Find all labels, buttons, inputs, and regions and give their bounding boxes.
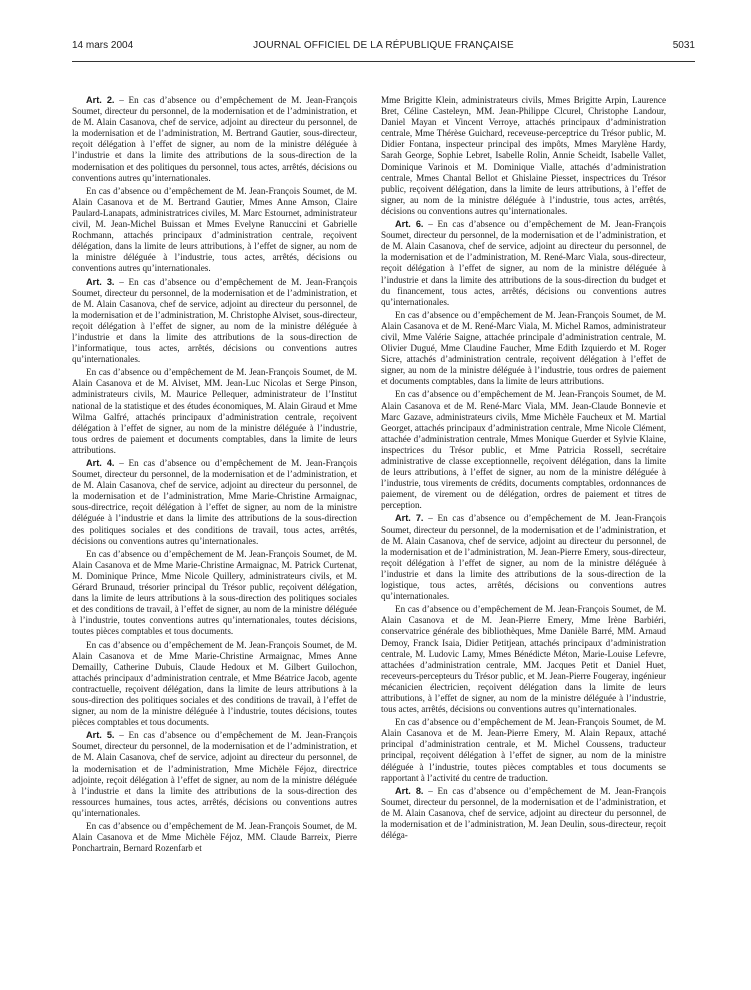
- article-paragraph: [381, 786, 666, 841]
- paragraph: [381, 604, 666, 715]
- paragraph: [72, 821, 357, 854]
- paragraph-text: En cas d’absence ou d’empêchement de M. Jean-François Soumet, de M. Alain Casanova et de Mme Marie-Christine Armaignac, Mmes Anne Demailly, Catherine Dubuis, Claude Hedoux et M. Gilbert Guilochon, attachés principaux d’administration centrale, et Mme Béatrice Jacob, agente contractuelle, reçoivent délégation, dans la limite de leurs attributions à la sous-direction des politiques sociales et des conditions de travail, à l’effet de signer, au nom de la ministre déléguée à l’industrie, toutes décisions, toutes pièces comptables et tous documents.: [72, 639, 357, 728]
- paragraph-text: Mme Brigitte Klein, administrateurs civils, Mmes Brigitte Arpin, Laurence Bret, Céline Casteleyn, MM. Jean-Philippe Clcurel, Christophe Landour, Daniel Mayan et Vincent Verroye, attachés principaux d’administration centrale, Mme Thérèse Guichard, receveuse-perceptrice du Trésor public, M. Didier Fontana, inspecteur principal des impôts, Mmes Marylène Hardy, Sarah George, Sophie Lebret, Isabelle Rolin, Annie Scheidt, Isabelle Vallet, Dominique Varinois et M. Dominique Vialle, attachés d’administration centrale, Mmes Chantal Bellot et Ghislaine Piesset, inspectrices du Trésor public, reçoivent délégation, dans la limite de leurs attributions, à l’effet de signer, au nom de la ministre déléguée à l’industrie, tous actes, arrêtés, décisions ou conventions autres qu’internationales.: [381, 95, 666, 216]
- header-rule: [72, 61, 695, 62]
- paragraph: [381, 95, 666, 217]
- paragraph: [72, 186, 357, 275]
- page-number: 5031: [672, 40, 695, 51]
- paragraph: [72, 367, 357, 456]
- paragraph-text: – En cas d’absence ou d’empêchement de M. Jean-François Soumet, directeur du personnel, de la modernisation et de l’administration, et de M. Alain Casanova, chef de service, adjoint au directeur du personnel, de la modernisation et de l’administration, Mme Michèle Féjoz, directrice adjointe, reçoit délégation à l’effet de signer, au nom de la ministre déléguée à l’industrie et dans la limite des attributions de la sous-direction des ressources humaines, tous actes, arrêtés, décisions ou conventions autres qu’internationales.: [72, 730, 357, 818]
- article-paragraph: [381, 513, 666, 602]
- left-column: [72, 95, 357, 856]
- paragraph: [381, 717, 666, 784]
- article-paragraph: [381, 219, 666, 308]
- paragraph-text: – En cas d’absence ou d’empêchement de M. Jean-François Soumet, directeur du personnel, de la modernisation et de l’administration, et de M. Alain Casanova, chef de service, adjoint au directeur du personnel, de la modernisation et de l’administration, M. Christophe Alviset, sous-directeur, reçoit délégation à l’effet de signer, au nom de la ministre déléguée à l’industrie et dans la limite des attributions de la sous-direction de l’informatique, tous actes, arrêtés, décisions ou conventions autres qu’internationales.: [72, 276, 357, 365]
- paragraph: [381, 310, 666, 388]
- article-paragraph: [72, 277, 357, 366]
- paragraph-text: – En cas d’absence ou d’empêchement de M. Jean-François Soumet, directeur du personnel, de la modernisation et de l’administration, et de M. Alain Casanova, chef de service, adjoint au directeur du personnel, de la modernisation et de l’administration, M. Jean-Pierre Emery, sous-directeur, reçoit délégation à l’effet de signer, au nom de la ministre déléguée à l’industrie et dans la limite des attributions de la sous-direction de la logistique, tous actes, arrêtés, décisions ou conventions autres qu’internationales.: [381, 513, 666, 602]
- paragraph-text: – En cas d’absence ou d’empêchement de M. Jean-François Soumet, directeur du personnel, de la modernisation et de l’administration, et de M. Alain Casanova, chef de service, adjoint au directeur du personnel, de la modernisation et de l’administration, M. Jean Deulin, sous-directeur, reçoit déléga-: [381, 785, 666, 841]
- article-number: Art. 6.: [395, 219, 424, 230]
- article-number: Art. 7.: [395, 513, 424, 524]
- paragraph-text: En cas d’absence ou d’empêchement de M. Jean-François Soumet, de M. Alain Casanova et de M. René-Marc Viala, MM. Jean-Claude Bonnevie et Marc Gazave, administrateurs civils, Mme Michèle Faucheux et M. Martial Georget, attachés principaux d’administration centrale, Mme Nicole Clément, attachée d’administration centrale, Mmes Monique Guerder et Sylvie Klaine, inspectrices du Trésor public, et Mme Patricia Rossell, secrétaire administrative de classe exceptionnelle, reçoivent délégation, dans la limite de leurs attributions, à l’effet de signer, au nom de la ministre déléguée à l’industrie, tous virements de crédits, documents comptables, ordonnances de paiement, de virement ou de délégation, ordres de paiement et titres de perception.: [381, 389, 666, 511]
- page-header: [72, 40, 695, 56]
- paragraph: [72, 549, 357, 638]
- article-number: Art. 8.: [395, 785, 424, 796]
- article-paragraph: [72, 458, 357, 547]
- issue-date: 14 mars 2004: [72, 40, 134, 51]
- right-column: [381, 95, 666, 843]
- article-paragraph: [72, 730, 357, 819]
- paragraph: [72, 640, 357, 729]
- article-paragraph: [72, 95, 357, 184]
- paragraph-text: En cas d’absence ou d’empêchement de M. Jean-François Soumet, de M. Alain Casanova et de M. Jean-Pierre Emery, Mme Irène Barbiéri, conservatrice générale des bibliothèques, Mme Danièle Barré, MM. Arnaud Demoy, Franck Isaia, Didier Petitjean, attachés principaux d’administration centrale, M. Ludovic Lamy, Mmes Bénédicte Méton, Marie-Louise Lefevre, attachées d’administration centrale, MM. Jacques Petit et Daniel Huet, receveurs-percepteurs du Trésor public, et M. Jean-Pierre Fougeray, ingénieur mécanicien électricien, reçoivent délégation dans la limite de leurs attributions, à l’effet de signer, au nom de la ministre déléguée à l’industrie, tous actes, arrêtés, décisions ou conventions autres qu’internationales.: [381, 604, 666, 715]
- paragraph-text: – En cas d’absence ou d’empêchement de M. Jean-François Soumet, directeur du personnel, de la modernisation et de l’administration, et de M. Alain Casanova, chef de service, adjoint au directeur du personnel, de la modernisation et de l’administration, M. Bertrand Gautier, sous-directeur, reçoit délégation à l’effet de signer, au nom de la ministre déléguée à l’industrie et dans la limite des attributions de la sous-direction de la modernisation et des politiques du personnel, tous actes, arrêtés, décisions ou conventions autres qu’internationales.: [72, 95, 357, 183]
- paragraph-text: En cas d’absence ou d’empêchement de M. Jean-François Soumet, de M. Alain Casanova et de M. Jean-Pierre Emery, M. Alain Repaux, attaché principal d’administration centrale, et M. Michel Coussens, traducteur principal, reçoivent délégation à l’effet de signer, au nom de la ministre déléguée à l’industrie, toutes pièces comptables et tous documents se rapportant à l’activité du centre de traduction.: [381, 717, 666, 783]
- article-number: Art. 5.: [86, 730, 115, 741]
- article-number: Art. 4.: [86, 458, 115, 468]
- journal-title: JOURNAL OFFICIEL DE LA RÉPUBLIQUE FRANÇAISE: [253, 40, 514, 51]
- paragraph-text: En cas d’absence ou d’empêchement de M. Jean-François Soumet, de M. Alain Casanova et de Mme Michèle Féjoz, MM. Claude Barreix, Pierre Ponchartrain, Bernard Rozenfarb et: [72, 821, 357, 854]
- paragraph: [381, 389, 666, 511]
- paragraph-text: – En cas d’absence ou d’empêchement de M. Jean-François Soumet, directeur du personnel, de la modernisation et de l’administration, et de M. Alain Casanova, chef de service, adjoint au directeur du personnel, de la modernisation et de l’administration, Mme Marie-Christine Armaignac, sous-directrice, reçoit délégation à l’effet de signer, au nom de la ministre déléguée à l’industrie et dans la limite des attributions de la sous-direction des politiques sociales et des conditions de travail, tous actes, arrêtés, décisions ou conventions autres qu’internationales.: [72, 458, 357, 546]
- paragraph-text: En cas d’absence ou d’empêchement de M. Jean-François Soumet, de M. Alain Casanova et de M. Bertrand Gautier, Mmes Anne Amson, Claire Paulard-Lanapats, administratrices civiles, M. Marc Estournet, administrateur civil, M. Jean-Michel Buissan et Mmes Evelyne Ranuccini et Gabrielle Rochmann, attachés principaux d’administration centrale, reçoivent délégation, dans la limite de leurs attributions, à l’effet de signer, au nom de la ministre déléguée à l’industrie, tous actes, arrêtés, décisions ou conventions autres qu’internationales.: [72, 185, 357, 274]
- article-number: Art. 2.: [86, 95, 115, 105]
- paragraph-text: En cas d’absence ou d’empêchement de M. Jean-François Soumet, de M. Alain Casanova et de M. Alviset, MM. Jean-Luc Nicolas et Serge Pinson, administrateurs civils, M. Maurice Pellequer, administrateur de l’Institut national de la statistique et des études économiques, M. Alain Giraud et Mme Wilma Galfré, attachés principaux d’administration centrale, reçoivent délégation à l’effet de signer, au nom de la ministre déléguée à l’industrie, tous ordres de paiement et documents comptables, dans la limite de leurs attributions.: [72, 367, 357, 455]
- article-number: Art. 3.: [86, 276, 115, 287]
- paragraph-text: – En cas d’absence ou d’empêchement de M. Jean-François Soumet, directeur du personnel, de la modernisation et de l’administration, et de M. Alain Casanova, chef de service, adjoint au directeur du personnel, de la modernisation et de l’administration, M. René-Marc Viala, sous-directeur, reçoit délégation à l’effet de signer, au nom de la ministre déléguée à l’industrie et dans la limite des attributions de la sous-direction du budget et du financement, tous actes, arrêtés, décisions ou conventions autres qu’internationales.: [381, 219, 666, 307]
- paragraph-text: En cas d’absence ou d’empêchement de M. Jean-François Soumet, de M. Alain Casanova et de Mme Marie-Christine Armaignac, M. Patrick Curtenat, M. Dominique Prince, Mme Nicole Quillery, administrateurs civils, et M. Gérard Brunaud, trésorier principal du Trésor public, reçoivent délégation, dans la limite de leurs attributions à la sous-direction des politiques sociales et des conditions de travail, à l’effet de signer, au nom de la ministre déléguée à l’industrie, toutes conventions autres qu’internationales, toutes décisions, toutes pièces comptables et tous documents.: [72, 548, 357, 637]
- paragraph-text: En cas d’absence ou d’empêchement de M. Jean-François Soumet, de M. Alain Casanova et de M. René-Marc Viala, M. Michel Ramos, administrateur civil, Mme Valérie Saigne, attachée principale d’administration centrale, M. Olivier Dugué, Mme Claudine Faucher, Mme Edith Izquierdo et M. Roger Sicre, attachés d’administration centrale, reçoivent délégation à l’effet de signer, au nom de la ministre déléguée à l’industrie, tous ordres de paiement et documents comptables, dans la limite de leurs attributions.: [381, 309, 666, 387]
